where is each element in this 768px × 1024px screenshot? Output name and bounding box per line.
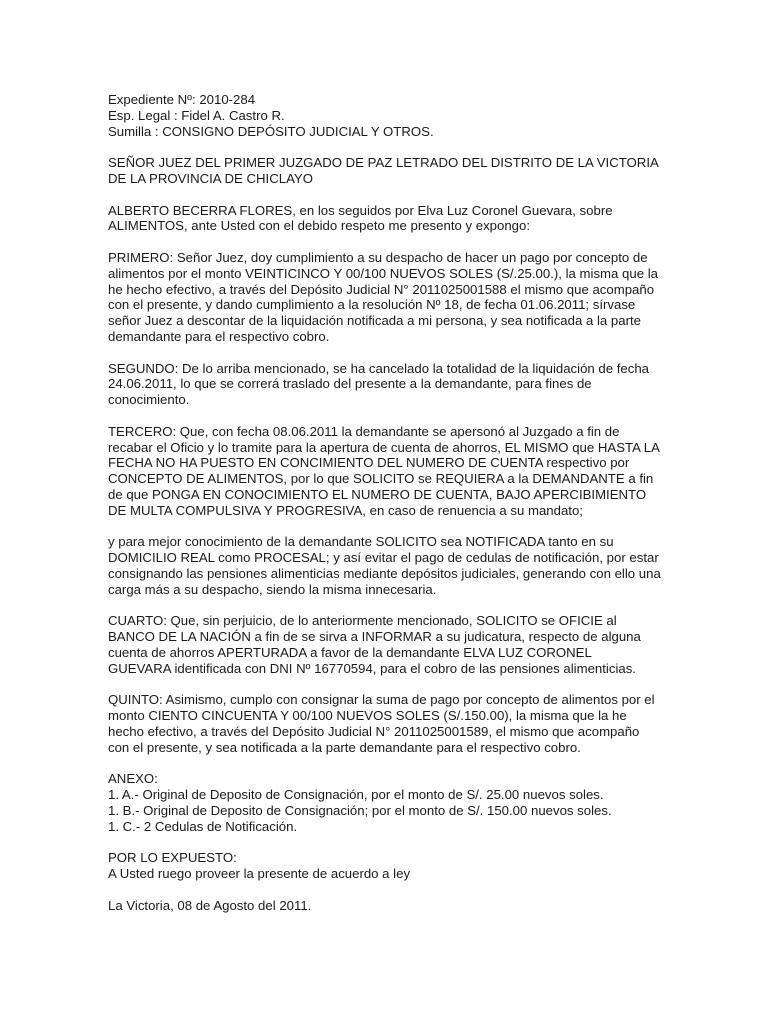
tercero-cont-line: DOMICILIO REAL como PROCESAL; y así evitar el pago de cedulas de notificación, por estar [108,550,659,566]
tercero-continuation-paragraph [108,534,708,597]
segundo-line: 24.06.2011, lo que se correrá traslado del presente a la demandante, para fines de [108,376,592,392]
annex-item: 1. A.- Original de Deposito de Consignación, por el monto de S/. 25.00 nuevos soles. [108,787,604,803]
tercero-line: recabar el Oficio y lo tramite para la apertura de cuenta de ahorros, EL MISMO que HASTA LA [108,439,660,455]
place-date: La Victoria, 08 de Agosto del 2011. [108,897,312,913]
tercero-line: de que PONGA EN CONOCIMIENTO EL NUMERO DE CUENTA, BAJO APERCIBIMIENTO [108,486,647,502]
closing-request: A Usted ruego proveer la presente de acuerdo a ley [108,866,411,882]
segundo-line: conocimiento. [108,392,190,408]
cuarto-line: GUEVARA identificada con DNI Nº 16770594, para el cobro de las pensiones alimenticias. [108,660,636,676]
annex-item: 1. B.- Original de Deposito de Consignación; por el monto de S/. 150.00 nuevos soles. [108,802,612,818]
intro-paragraph [108,203,708,235]
cuarto-line: cuenta de ahorros APERTURADA a favor de la demandante ELVA LUZ CORONEL [108,644,592,660]
quinto-line: monto CIENTO CINCUENTA Y 00/100 NUEVOS SOLES (S/.150.00), la misma que la he [108,708,627,724]
tercero-paragraph [108,424,708,519]
primero-line: he hecho efectivo, a través del Depósito Judicial N° 2011025001588 el mismo que acompaño [108,281,655,297]
primero-paragraph [108,250,708,345]
annex-heading: ANEXO: [108,771,158,787]
tercero-cont-line: y para mejor conocimiento de la demandante SOLICITO sea NOTIFICADA tanto en su [108,534,614,550]
quinto-line: con el presente, y sea notificada a la parte demandante para el respectivo cobro. [108,739,581,755]
primero-line: alimentos por el monto VEINTICINCO Y 00/100 NUEVOS SOLES (S/.25.00.), la misma que la [108,265,658,281]
addressee-block [108,155,708,187]
cuarto-line: CUARTO: Que, sin perjuicio, de lo anteriormente mencionado, SOLICITO se OFICIE al [108,613,617,629]
tercero-line: CONCEPTO DE ALIMENTOS, por lo que SOLICITO se REQUIERA a la DEMANDANTE a fin [108,471,654,487]
tercero-line: TERCERO: Que, con fecha 08.06.2011 la demandante se apersonó al Juzgado a fin de [108,423,620,439]
date-block [108,898,708,914]
closing-heading: POR LO EXPUESTO: [108,850,237,866]
primero-line: demandante para el respectivo cobro. [108,328,330,344]
quinto-paragraph [108,692,708,755]
cuarto-paragraph [108,613,708,676]
primero-line: señor Juez a descontar de la liquidación notificada a mi persona, y sea notificada a la parte [108,313,641,329]
primero-line: PRIMERO: Señor Juez, doy cumplimiento a su despacho de hacer un pago por concepto de [108,249,648,265]
legal-specialist: Esp. Legal : Fidel A. Castro R. [108,107,285,123]
tercero-line: DE MULTA COMPULSIVA Y PROGRESIVA, en caso de renuencia a su mandato; [108,502,583,518]
quinto-line: hecho efectivo, a través del Depósito Judicial N° 2011025001589, el mismo que acompaño [108,723,640,739]
tercero-cont-line: carga más a su despacho, siendo la misma innecesaria. [108,581,437,597]
intro-line: ALIMENTOS, ante Usted con el debido respeto me presento y expongo: [108,218,530,234]
segundo-line: SEGUNDO: De lo arriba mencionado, se ha cancelado la totalidad de la liquidación de fecha [108,360,650,376]
annex-item: 1. C.- 2 Cedulas de Notificación. [108,818,298,834]
annex-block [108,771,708,834]
tercero-cont-line: consignando las pensiones alimenticias mediante depósitos judiciales, generando con ello una [108,565,661,581]
primero-line: con el presente, y dando cumplimiento a la resolución Nº 18, de fecha 01.06.2011; sírvase [108,297,636,313]
quinto-line: QUINTO: Asimismo, cumplo con consignar la suma de pago por concepto de alimentos por el [108,692,655,708]
tercero-line: FECHA NO HA PUESTO EN CONCIMIENTO DEL NUMERO DE CUENTA respectivo por [108,455,630,471]
segundo-paragraph [108,361,708,408]
summary-line: Sumilla : CONSIGNO DEPÓSITO JUDICIAL Y OTROS. [108,123,434,139]
cuarto-line: BANCO DE LA NACIÓN a fin de se sirva a INFORMAR a su judicatura, respecto de alguna [108,629,641,645]
case-number: Expediente Nº: 2010-284 [108,92,256,107]
addressee-line: DE LA PROVINCIA DE CHICLAYO [108,170,313,186]
closing-block [108,850,708,882]
intro-line: ALBERTO BECERRA FLORES, en los seguidos por Elva Luz Coronel Guevara, sobre [108,202,613,218]
addressee-line: SEÑOR JUEZ DEL PRIMER JUZGADO DE PAZ LETRADO DEL DISTRITO DE LA VICTORIA [108,155,659,171]
case-header [108,92,708,139]
document-page [108,92,708,929]
